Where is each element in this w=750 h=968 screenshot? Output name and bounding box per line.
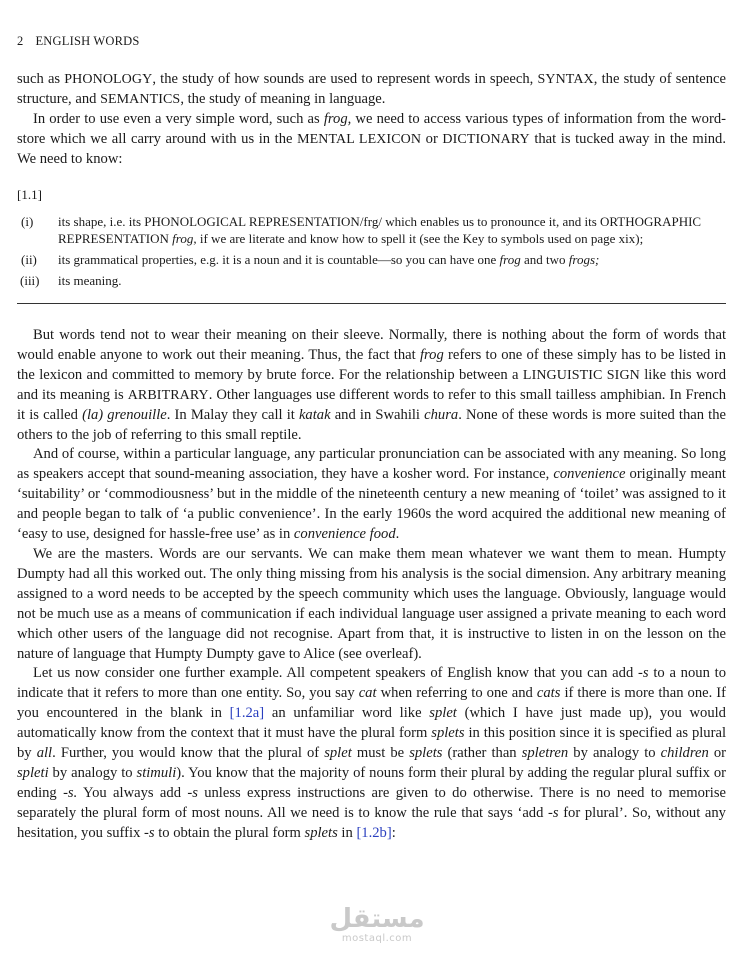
paragraph-continuation: such as PHONOLOGY, the study of how sounds are used to represent words in speech, SYNTAX, the study of sentence structure, and SEMANTICS, the study of meaning in language.: [17, 71, 727, 107]
main-text: [17, 326, 726, 844]
list-item: [17, 213, 726, 247]
divider: [17, 303, 726, 304]
term-arbitrary: ARBITRARY: [127, 387, 209, 403]
paragraph-convenience: And of course, within a particular language, any particular pronunciation can be associated with any meaning. So long as speakers accept that sound-meaning association, they have a kosher word. For instance, convenience originally meant ‘suitability’ or ‘commodiousness’ but in the middle of the nineteenth century a new meaning of ‘toilet’ was assigned to it and people began to talk of ‘a public convenience’. In the early 1960s the word acquired the additional new meaning of ‘easy to use, designed for hassle-free use’ as in convenience food.: [17, 446, 726, 543]
paragraph-masters: We are the masters. Words are our servants. We can make them mean whatever we want them to mean. Humpty Dumpty had all this worked out. The only thing missing from his analysis is the social dimension. Any arbitrary meaning assigned to a word needs to be accepted by the speech community which uses the language. Obviously, language would not be much use as a means of communication if each individual language user assigned a private meaning to each word which other users of the language did not recognise. Apart from that, it is instructive to listen in on the lesson on the nature of language that Humpty Dumpty gave to Alice (see overleaf).: [17, 545, 726, 662]
example-list: [17, 213, 726, 293]
term-dictionary: DICTIONARY: [442, 131, 530, 147]
list-item-text: its shape, i.e. its PHONOLOGICAL REPRESENTATION/frg/ which enables us to pronounce it, and its ORTHOGRAPHIC REPRESENTATION frog, if we are literate and know how to spell it (see the Key to symbols used on page xix);: [58, 214, 702, 246]
term-phonology: PHONOLOGY: [64, 72, 153, 87]
list-marker: (ii): [21, 252, 37, 267]
watermark: [322, 905, 432, 944]
term-linguistic-sign: LINGUISTIC SIGN: [522, 367, 640, 383]
term-mental-lexicon: MENTAL LEXICON: [297, 131, 422, 147]
running-title: ENGLISH WORDS: [35, 34, 140, 48]
list-item-text: its meaning.: [58, 273, 122, 288]
cross-reference-link[interactable]: [1.2b]: [356, 824, 392, 841]
list-item: [17, 251, 726, 268]
paragraph-plural: Let us now consider one further example. All competent speakers of English know that you can add -s to a noun to indicate that it refers to more than one entity. So, you say cat when referring to one and cats if there is more than one. If you encountered in the blank in [1.2a] an unfamiliar word like splet (which I have just made up), you would automatically know from the context that it must have the plural form splets in this position since it is specified as plural by all. Further, you would know that the plural of splet must be splets (rather than spletren by analogy to children or spleti by analogy to stimuli). You know that the majority of nouns form their plural by adding the regular plural suffix or ending -s. You always add -s unless express instructions are given to do otherwise. There is no need to memorise separately the plural form of most nouns. All we need is to know the rule that says ‘add -s for plural’. So, without any hesitation, you suffix -s to obtain the plural form splets in [1.2b]:: [17, 665, 727, 841]
paragraph-mental-lexicon: In order to use even a very simple word, such as frog, we need to access various types of information from the word-store which we all carry around with us in the MENTAL LEXICON or DICTIONARY that is tucked away in the mind. We need to know:: [17, 110, 726, 167]
watermark-site: mostaql.com: [341, 933, 413, 944]
page-number: 2: [17, 34, 24, 48]
list-item-text: its grammatical properties, e.g. it is a noun and it is countable—so you can have one frog and two frogs;: [58, 252, 600, 267]
intro-text: [17, 70, 726, 170]
paragraph-arbitrary: But words tend not to wear their meaning on their sleeve. Normally, there is nothing about the form of words that would enable anyone to work out their meaning. Thus, the fact that frog refers to one of these simply has to be listed in the lexicon and committed to memory by brute force. For the relationship between a LINGUISTIC SIGN like this word and its meaning is ARBITRARY. Other languages use different words to refer to this small tailless amphibian. In French it is called (la) grenouille. In Malay they call it katak and in Swahili chura. None of these words is more suited than the others to the job of referring to this small reptile.: [17, 327, 726, 443]
term-syntax: SYNTAX: [537, 72, 594, 87]
cross-reference-link[interactable]: [1.2a]: [229, 705, 265, 722]
list-item: [17, 272, 726, 289]
list-marker: (i): [21, 214, 34, 229]
list-marker: (iii): [20, 273, 40, 288]
watermark-logo: مستقل: [329, 904, 425, 934]
running-header: [17, 34, 152, 49]
example-number: [1.1]: [17, 187, 42, 202]
term-semantics: SEMANTICS: [100, 91, 181, 107]
